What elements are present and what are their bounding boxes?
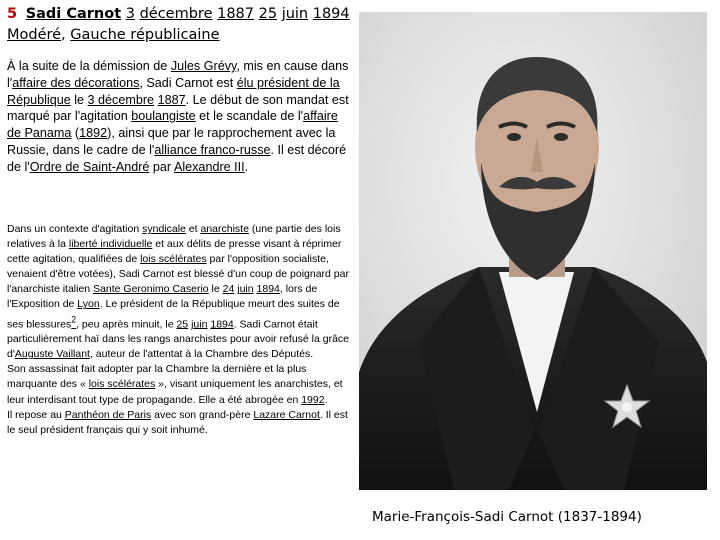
page-header xyxy=(7,4,352,46)
end-year-link[interactable]: 1894 xyxy=(312,6,350,22)
inline-link[interactable]: boulangiste xyxy=(131,109,196,124)
portrait-photo xyxy=(359,12,707,490)
end-day-link[interactable]: 25 xyxy=(258,6,278,22)
text-run: par xyxy=(149,159,174,174)
text-run: . xyxy=(324,393,328,406)
text-run: le xyxy=(70,92,88,107)
inline-link[interactable]: 1894 xyxy=(210,318,234,331)
text-run: avec son grand-père xyxy=(151,408,254,421)
inline-link[interactable]: affaire de Panama xyxy=(7,109,338,141)
inline-link[interactable]: Panthéon de Paris xyxy=(64,408,152,421)
inline-link[interactable]: anarchiste xyxy=(200,223,249,235)
text-run: . Le début de son mandat est marqué par l'agitation xyxy=(7,92,349,124)
text-run: , Sadi Carnot est xyxy=(139,75,237,90)
text-run: Dans un contexte d'agitation xyxy=(7,223,143,235)
text-run: ( xyxy=(71,126,80,141)
inline-link[interactable]: liberté individuelle xyxy=(68,238,153,251)
inline-link[interactable]: lois scélérates xyxy=(140,253,207,266)
inline-link[interactable]: Alexandre III xyxy=(173,159,245,174)
inline-link[interactable]: Ordre de Saint-André xyxy=(29,159,150,174)
end-month-link[interactable]: juin xyxy=(281,6,309,22)
text-run: , auteur de l'attentat à la Chambre des Députés. xyxy=(89,348,314,361)
footnote-ref: 2 xyxy=(71,314,77,325)
inline-link[interactable]: 1892 xyxy=(79,126,108,141)
text-run: , mis en cause dans l' xyxy=(7,59,349,90)
text-run: . Il est décoré de l' xyxy=(7,142,347,174)
portrait-illustration xyxy=(359,12,707,490)
text-run: . Sadi Carnot était particulièrement haï dans les rangs anarchistes pour avoir refusé la grâce d' xyxy=(7,318,350,361)
inline-link[interactable]: affaire des décorations xyxy=(12,75,140,90)
start-year-link[interactable]: 1887 xyxy=(217,6,255,22)
text-run: (une partie des lois relatives à la xyxy=(7,223,341,251)
text-run: Son assassinat fait adopter par la Chambre la dernière et la plus marquante des « xyxy=(7,363,307,391)
text-run: À la suite de la démission de xyxy=(7,59,171,73)
inline-link[interactable]: 3 décembre xyxy=(87,92,155,107)
inline-link[interactable]: juin xyxy=(237,283,254,296)
inline-link[interactable]: syndicale xyxy=(142,223,186,235)
inline-link[interactable]: Jules Grévy xyxy=(170,59,237,73)
text-run: et xyxy=(185,223,201,235)
text-run: par l'opposition socialiste, venaient d'être votées), Sadi Carnot est blessé d'un coup de poignard par l'anarchiste italien xyxy=(7,253,349,296)
text-run: . Le président de la République meurt des suites de ses blessures xyxy=(7,298,340,331)
inline-link[interactable]: Lazare Carnot xyxy=(253,408,320,421)
text-run: ), ainsi que par le rapprochement avec la Russie, dans le cadre de l' xyxy=(7,126,336,157)
inline-link[interactable]: 25 xyxy=(176,318,189,331)
party-separator: , xyxy=(61,27,71,43)
inline-link[interactable]: alliance franco-russe xyxy=(154,142,271,157)
president-name-link[interactable]: Sadi Carnot xyxy=(25,6,122,22)
text-run: , peu après minuit, le xyxy=(76,318,177,331)
inline-link[interactable]: 1887 xyxy=(157,92,186,107)
biography-paragraph-mandate xyxy=(7,58,351,176)
inline-link[interactable]: lois scélérates xyxy=(88,378,156,391)
inline-link[interactable]: juin xyxy=(191,318,208,331)
text-run: », visant uniquement les anarchistes, et leur interdisant tout type de propagande. Elle a été abrogée en xyxy=(7,378,343,406)
text-run: et le scandale de l' xyxy=(195,109,304,124)
start-day-link[interactable]: 3 xyxy=(125,6,135,22)
inline-link[interactable]: élu président de la République xyxy=(7,75,340,107)
text-run: Il repose au xyxy=(7,408,65,421)
inline-link[interactable]: 1894 xyxy=(256,283,280,296)
inline-link[interactable]: Auguste Vaillant xyxy=(14,348,90,361)
text-run: le xyxy=(208,283,223,296)
party-gauche-republicaine-link[interactable]: Gauche républicaine xyxy=(70,27,220,43)
inline-link[interactable]: 1992 xyxy=(301,393,325,406)
text-run: , lors de l'Exposition de xyxy=(7,283,318,311)
text-run: et aux délits de presse visant à réprimer cette agitation, qualifiées de xyxy=(7,238,342,266)
biography-paragraph-assassination xyxy=(7,222,351,438)
inline-link[interactable]: 24 xyxy=(222,283,235,296)
inline-link[interactable]: Sante Geronimo Caserio xyxy=(93,283,209,296)
portrait-caption: Marie-François-Sadi Carnot (1837-1894) xyxy=(372,509,642,525)
text-run: . xyxy=(244,159,249,174)
inline-link[interactable]: Lyon xyxy=(77,298,100,311)
party-moderate-link[interactable]: Modéré xyxy=(7,27,62,43)
president-number: 5 xyxy=(7,6,18,22)
text-run: . Il est le seul président français qui y soit inhumé. xyxy=(7,408,348,436)
start-month-link[interactable]: décembre xyxy=(139,6,213,22)
